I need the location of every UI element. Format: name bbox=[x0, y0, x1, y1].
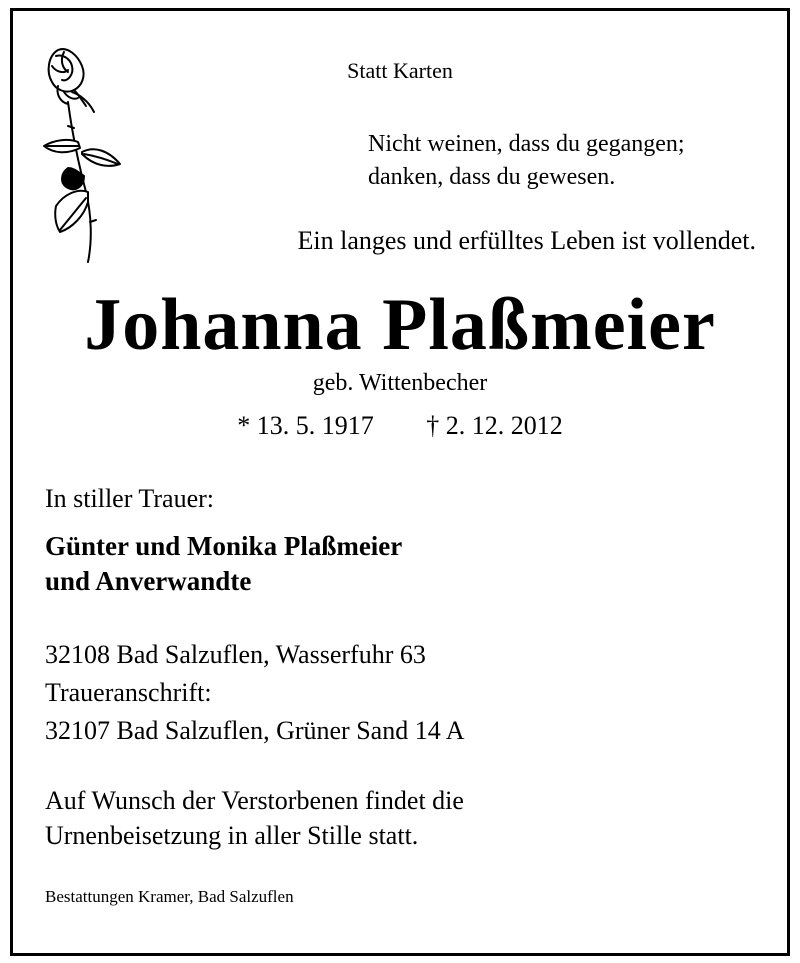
birth-name: geb. Wittenbecher bbox=[312, 370, 488, 396]
mourners-line-1: Günter und Monika Plaßmeier bbox=[45, 531, 403, 561]
mourners-line-2: und Anverwandte bbox=[45, 566, 252, 596]
address-block bbox=[45, 636, 745, 750]
address-line-1: 32108 Bad Salzuflen, Wasserfuhr 63 bbox=[45, 640, 426, 669]
address-line-3: 32107 Bad Salzuflen, Grüner Sand 14 A bbox=[45, 716, 465, 745]
deceased-name: Johanna Plaßmeier bbox=[84, 284, 716, 366]
mourning-label: In stiller Trauer: bbox=[45, 484, 214, 513]
address-line-2: Traueranschrift: bbox=[45, 678, 212, 707]
burial-notice-line-1: Auf Wunsch der Verstorbenen findet die bbox=[45, 786, 464, 815]
burial-notice-line-2: Urnenbeisetzung in aller Stille statt. bbox=[45, 821, 419, 850]
motto-line-1: Nicht weinen, dass du gegangen; bbox=[368, 131, 685, 157]
motto-line-2: danken, dass du gewesen. bbox=[368, 164, 616, 190]
statt-karten-heading: Statt Karten bbox=[347, 58, 453, 83]
life-dates bbox=[0, 413, 800, 439]
motto-verse bbox=[368, 128, 778, 194]
death-date: † 2. 12. 2012 bbox=[426, 411, 563, 440]
intro-text: Ein langes und erfülltes Leben ist vollendet. bbox=[297, 226, 756, 255]
mourners-names bbox=[45, 529, 745, 599]
undertaker-credit: Bestattungen Kramer, Bad Salzuflen bbox=[45, 887, 294, 906]
burial-notice bbox=[45, 783, 765, 853]
birth-date: * 13. 5. 1917 bbox=[237, 411, 374, 440]
